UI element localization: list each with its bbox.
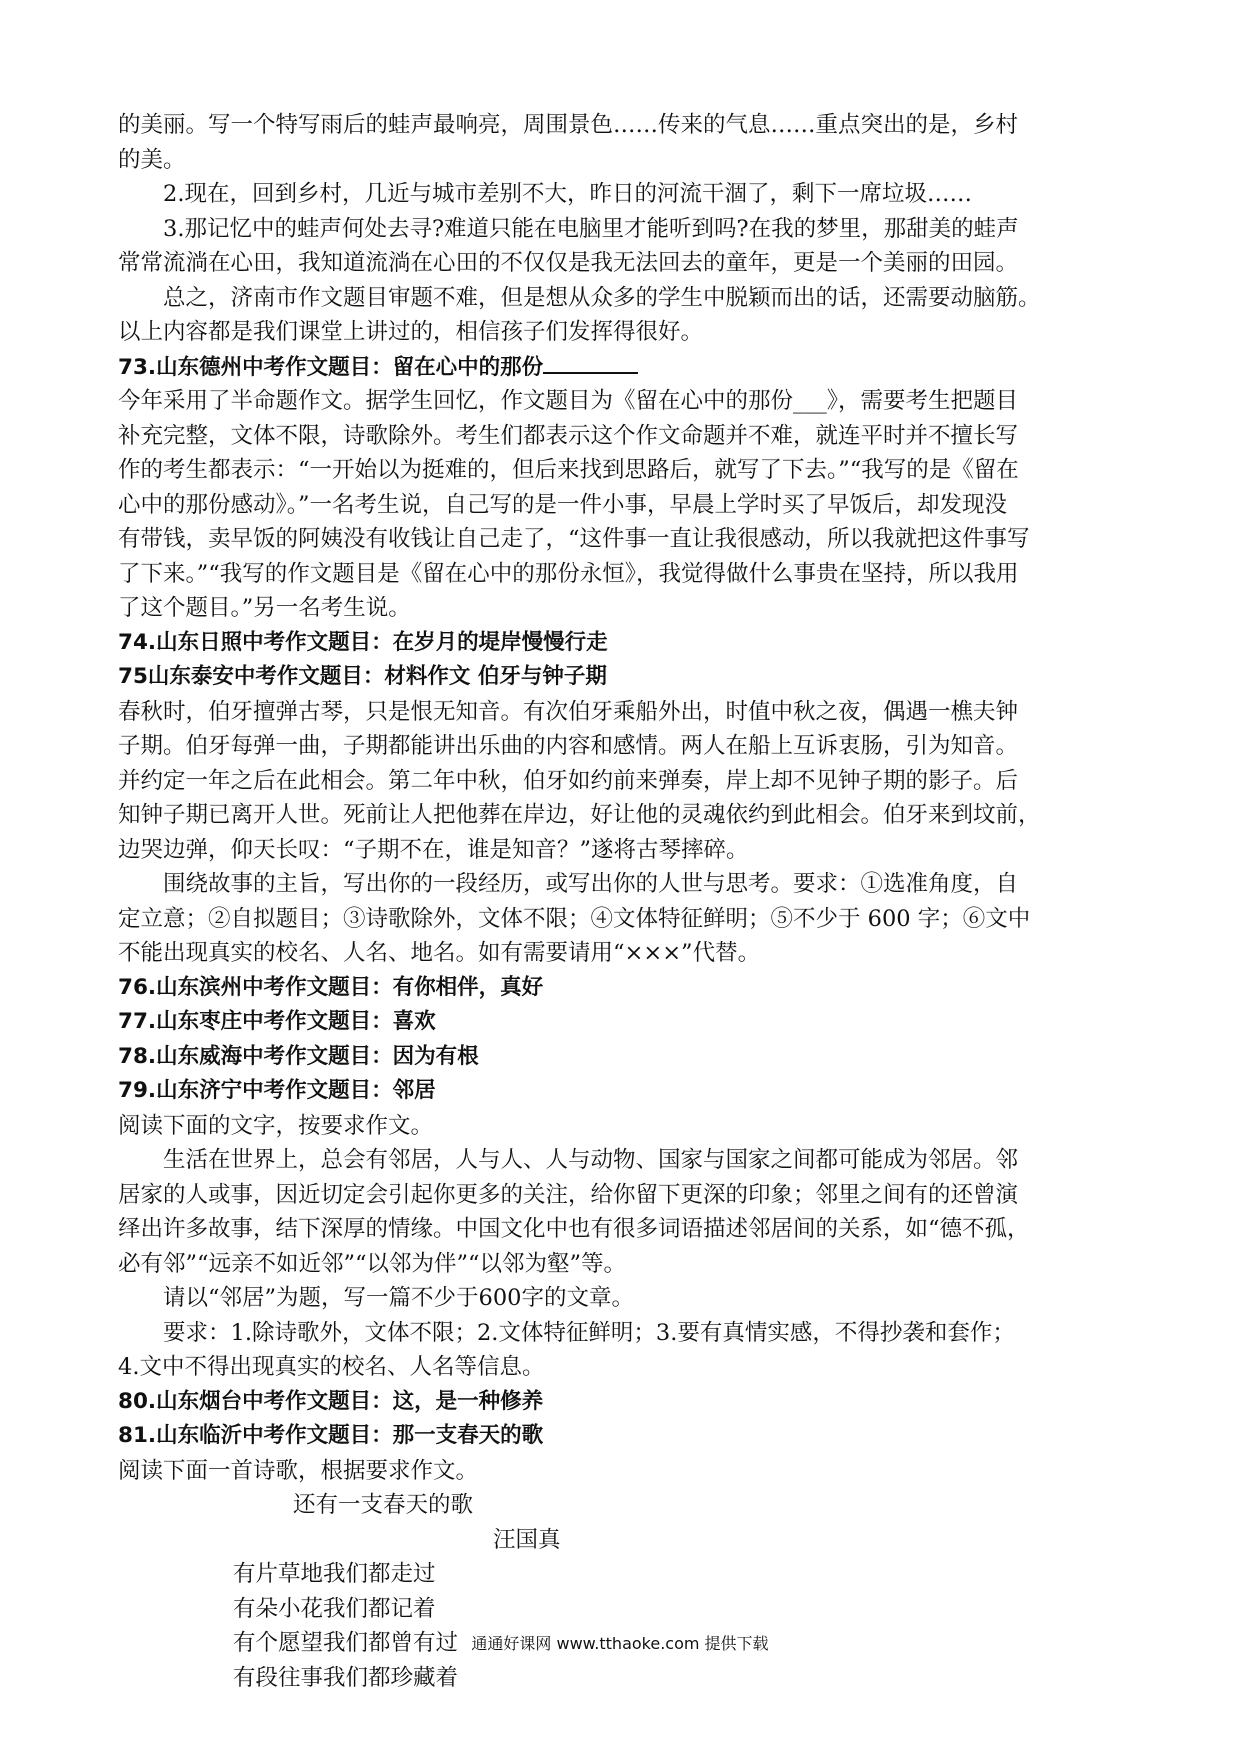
section-heading-80: 80.山东烟台中考作文题目：这，是一种修养 (118, 1388, 544, 1414)
body-line: 请以“邻居”为题，写一篇不少于600字的文章。 (163, 1285, 634, 1311)
section-heading-75: 75山东泰安中考作文题目：材料作文 伯牙与钟子期 (118, 664, 607, 689)
section-heading-73 (118, 350, 1128, 385)
body-line: 作的考生都表示：“一开始以为挺难的，但后来找到思路后，就写了下去。”“我写的是《留在 (118, 457, 1019, 483)
body-line: 以上内容都是我们课堂上讲过的，相信孩子们发挥得很好。 (118, 319, 704, 345)
poem-author: 汪国真 (493, 1526, 561, 1553)
poem-line: 有片草地我们都走过 (233, 1561, 436, 1587)
body-line: 知钟子期已离开人世。死前让人把他葬在岸边，好让他的灵魂依约到此相会。伯牙来到坟前， (118, 802, 1041, 828)
body-line: 常常流淌在心田，我知道流淌在心田的不仅仅是我无法回去的童年，更是一个美丽的田园。 (118, 250, 1019, 276)
section-heading-text: 73.山东德州中考作文题目：留在心中的那份 (118, 354, 544, 380)
section-heading-81: 81.山东临沂中考作文题目：那一支春天的歌 (118, 1423, 544, 1448)
body-line: 的美。 (118, 146, 186, 173)
body-line: 定立意；②自拟题目；③诗歌除外，文体不限；④文体特征鲜明；⑤不少于 600 字；⑥文中 (118, 905, 1031, 932)
body-line: 阅读下面一首诗歌，根据要求作文。 (118, 1457, 479, 1484)
body-line: 了这个题目。”另一名考生说。 (118, 595, 411, 621)
body-line: 必有邻”“远亲不如近邻”“以邻为伴”“以邻为壑”等。 (118, 1250, 627, 1277)
body-line: 今年采用了半命题作文。据学生回忆，作文题目为《留在心中的那份___》，需要考生把题目 (118, 388, 1019, 414)
body-line: 4.文中不得出现真实的校名、人名等信息。 (118, 1354, 545, 1380)
body-line: 2.现在，回到乡村，几近与城市差别不大，昨日的河流干涸了，剩下一席垃圾…… (163, 181, 972, 207)
section-heading-79: 79.山东济宁中考作文题目：邻居 (118, 1078, 436, 1103)
document-body (118, 108, 1128, 1695)
body-line: 边哭边弹，仰天长叹：“子期不在，谁是知音？”遂将古琴摔碎。 (118, 836, 749, 863)
body-line: 的美丽。写一个特写雨后的蛙声最响亮，周围景色……传来的气息……重点突出的是，乡村 (118, 112, 1019, 138)
body-line: 总之，济南市作文题目审题不难，但是想从众多的学生中脱颖而出的话，还需要动脑筋。 (163, 284, 1041, 311)
body-line: 3.那记忆中的蛙声何处去寻?难道只能在电脑里才能听到吗?在我的梦里，那甜美的蛙声 (163, 215, 1019, 242)
body-line: 不能出现真实的校名、人名、地名。如有需要请用“×××”代替。 (118, 940, 761, 966)
poem-line: 有段往事我们都珍藏着 (233, 1664, 459, 1691)
body-line: 阅读下面的文字，按要求作文。 (118, 1112, 434, 1139)
page-footer: 通通好课网 www.tthaoke.com 提供下载 (471, 1634, 769, 1653)
body-line: 春秋时，伯牙擅弹古琴，只是恨无知音。有次伯牙乘船外出，时值中秋之夜，偶遇一樵夫钟 (118, 698, 1019, 725)
body-line: 了下来。”“我写的作文题目是《留在心中的那份永恒》，我觉得做什么事贵在坚持，所以我用 (118, 560, 1019, 587)
body-line: 有带钱，卖早饭的阿姨没有收钱让自己走了，“这件事一直让我很感动，所以我就把这件事写 (118, 526, 1030, 552)
body-line: 心中的那份感动》。”一名考生说，自己写的是一件小事，早晨上学时买了早饭后，却发现没 (118, 491, 1008, 518)
body-line: 补充完整，文体不限，诗歌除外。考生们都表示这个作文命题并不难，就连平时并不擅长写 (118, 422, 1019, 449)
body-line: 绎出许多故事，结下深厚的情缘。中国文化中也有很多词语描述邻居间的关系，如“德不孤， (118, 1216, 1030, 1242)
body-line: 要求：1.除诗歌外，文体不限；2.文体特征鲜明；3.要有真情实感，不得抄袭和套作； (163, 1319, 1015, 1346)
section-heading-78: 78.山东威海中考作文题目：因为有根 (118, 1043, 479, 1069)
blank-underline (543, 350, 638, 374)
body-line: 并约定一年之后在此相会。第二年中秋，伯牙如约前来弹奏，岸上却不见钟子期的影子。后 (118, 767, 1019, 794)
section-heading-74: 74.山东日照中考作文题目：在岁月的堤岸慢慢行走 (118, 629, 608, 655)
poem-line: 有个愿望我们都曾有过 (233, 1630, 459, 1656)
section-heading-77: 77.山东枣庄中考作文题目：喜欢 (118, 1009, 436, 1034)
body-line: 围绕故事的主旨，写出你的一段经历，或写出你的人世与思考。要求：①选准角度，自 (163, 871, 1019, 897)
body-line: 生活在世界上，总会有邻居，人与人、人与动物、国家与国家之间都可能成为邻居。邻 (163, 1147, 1019, 1173)
section-heading-76: 76.山东滨州中考作文题目：有你相伴，真好 (118, 974, 544, 1000)
body-line: 子期。伯牙每弹一曲，子期都能讲出乐曲的内容和感情。两人在船上互诉衷肠，引为知音。 (118, 733, 1019, 759)
poem-title: 还有一支春天的歌 (293, 1492, 474, 1518)
poem-line: 有朵小花我们都记着 (233, 1595, 436, 1622)
body-line: 居家的人或事，因近切定会引起你更多的关注，给你留下更深的印象；邻里之间有的还曾演 (118, 1181, 1019, 1208)
